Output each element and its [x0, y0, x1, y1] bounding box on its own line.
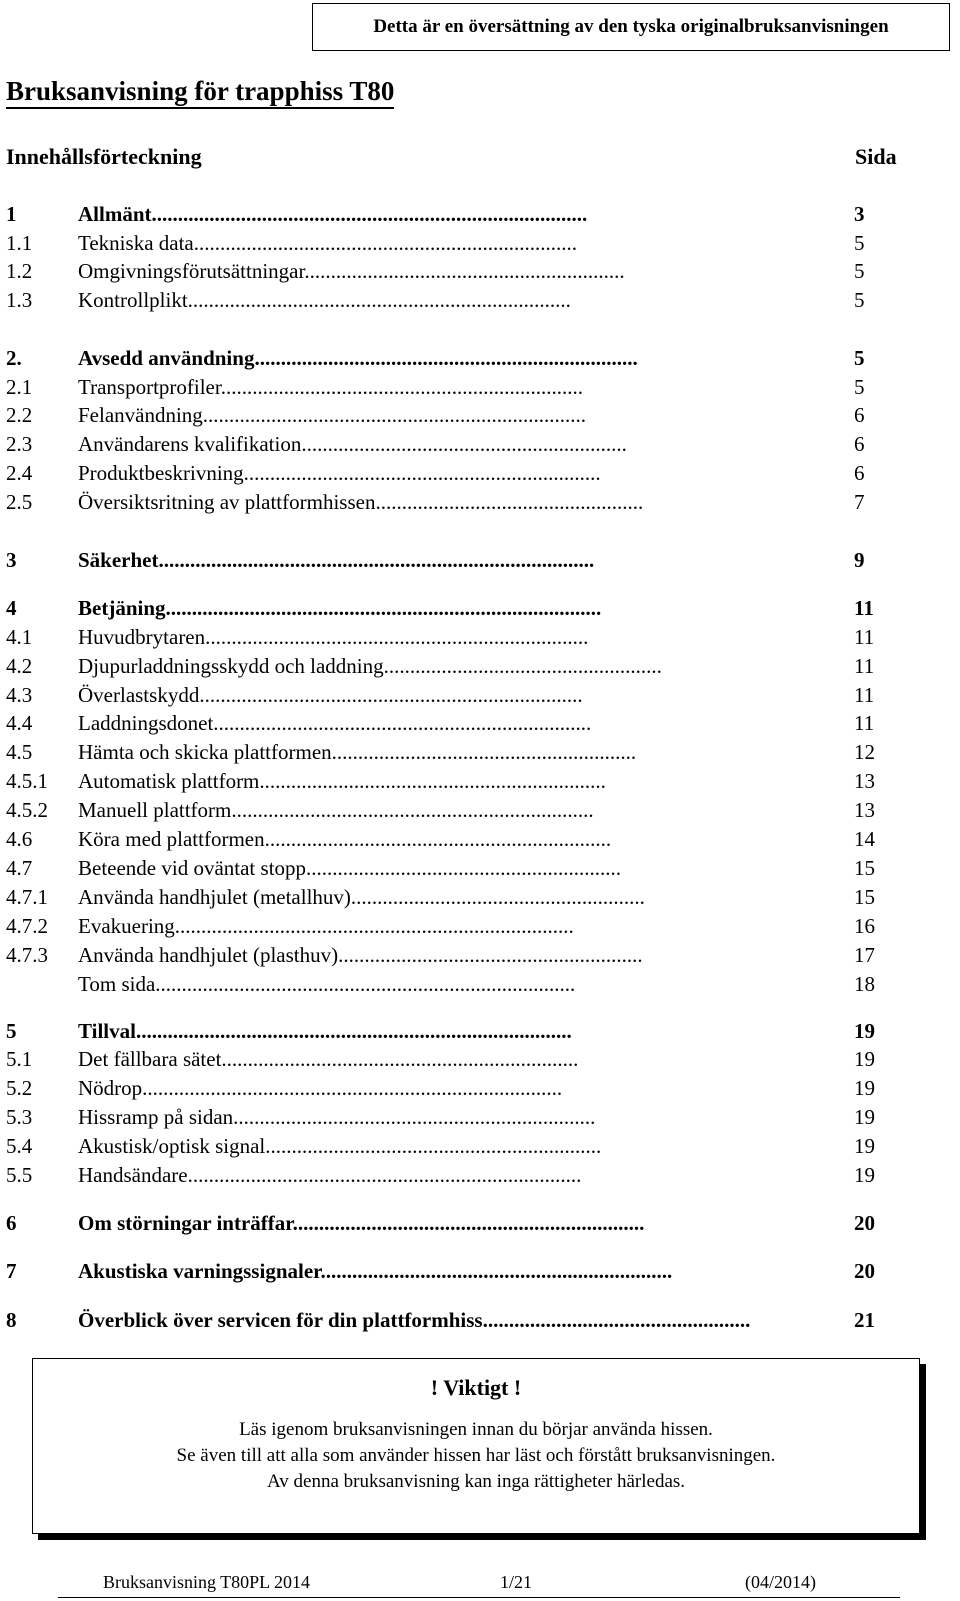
toc-entry-title: Huvudbrytaren.........................................................................	[78, 625, 589, 649]
document-title: Bruksanvisning för trapphiss T80	[6, 76, 394, 109]
toc-entry	[6, 941, 926, 969]
toc-entry	[6, 257, 926, 285]
toc-entry-page: 3	[854, 202, 865, 226]
toc-entry-page: 7	[854, 490, 865, 514]
toc-entry	[6, 286, 926, 314]
toc-entry-page: 11	[854, 625, 875, 649]
toc-entry	[6, 1306, 926, 1334]
toc-entry-number: 3	[6, 548, 17, 572]
toc-entry-page: 5	[854, 288, 865, 312]
toc-entry-number: 4.7	[6, 856, 33, 880]
toc-entry-number: 4.7.3	[6, 943, 48, 967]
toc-entry-title: Tillval...................................................................................	[78, 1019, 572, 1043]
toc-entry	[6, 1132, 926, 1160]
toc-entry-page: 6	[854, 432, 865, 456]
toc-entry-title: Handsändare...........................................................................	[78, 1163, 582, 1187]
toc-entry-number: 5.2	[6, 1076, 33, 1100]
toc-entry-title: Transportprofiler.....................................................................	[78, 375, 583, 399]
toc-entry	[6, 488, 926, 516]
toc-entry-title: Köra med plattformen..................................................................	[78, 827, 612, 851]
toc-entry	[6, 912, 926, 940]
toc-entry-title: Nödrop................................................................................	[78, 1076, 563, 1100]
toc-entry	[6, 401, 926, 429]
toc-entry	[6, 709, 926, 737]
toc-entry-number: 2.4	[6, 461, 33, 485]
toc-entry	[6, 623, 926, 651]
toc-entry-number: 4.7.1	[6, 885, 48, 909]
toc-entry-page: 19	[854, 1047, 875, 1071]
toc-entry-page: 17	[854, 943, 875, 967]
toc-entry-title: Avsedd användning.........................................................................	[78, 346, 638, 370]
toc-page-label: Sida	[855, 144, 897, 169]
toc-entry	[6, 825, 926, 853]
toc-entry-page: 12	[854, 740, 875, 764]
toc-entry-page: 11	[854, 683, 875, 707]
toc-entry-title: Laddningsdonet........................................................................	[78, 711, 592, 735]
toc-entry-title: Kontrollplikt.........................................................................	[78, 288, 571, 312]
toc-entry-number: 4	[6, 596, 17, 620]
toc-entry-title: Produktbeskrivning....................................................................	[78, 461, 601, 485]
toc-entry-number: 1	[6, 202, 17, 226]
toc-entry	[6, 1074, 926, 1102]
toc-entry-title: Akustiska varningssignaler...................................................................	[78, 1259, 673, 1283]
toc-entry-page: 13	[854, 769, 875, 793]
toc-entry-number: 7	[6, 1259, 17, 1283]
translation-banner: Detta är en översättning av den tyska originalbruksanvisningen	[312, 3, 950, 51]
toc-entry-number: 4.3	[6, 683, 33, 707]
toc-entry-title: Det fällbara sätet....................................................................	[78, 1047, 579, 1071]
toc-entry-page: 15	[854, 856, 875, 880]
toc-entry	[6, 344, 926, 372]
toc-entry-title: Överlastskydd.........................................................................	[78, 683, 583, 707]
toc-entry	[6, 681, 926, 709]
toc-entry-number: 5.5	[6, 1163, 33, 1187]
notice-line: Av denna bruksanvisning kan inga rättigheter härledas.	[266, 1471, 686, 1492]
toc-entry	[6, 767, 926, 795]
toc-entry-page: 19	[854, 1134, 875, 1158]
toc-entry	[6, 1209, 926, 1237]
toc-entry	[6, 970, 926, 998]
toc-entry-title: Tom sida................................................................................	[78, 972, 576, 996]
toc-entry-page: 19	[854, 1105, 875, 1129]
toc-entry	[6, 652, 926, 680]
toc-entry-title: Omgivningsförutsättningar.............................................................	[78, 259, 625, 283]
toc-entry-title: Djupurladdningsskydd och laddning.....................................................	[78, 654, 662, 678]
toc-entry-title: Överblick över servicen för din plattformhiss...................................................	[78, 1308, 751, 1332]
toc-entry-number: 2.5	[6, 490, 33, 514]
toc-entry	[6, 1017, 926, 1045]
toc-entry	[6, 1103, 926, 1131]
toc-entry-page: 19	[854, 1076, 875, 1100]
footer-page-number: 1/21	[500, 1572, 533, 1592]
toc-entry-title: Använda handhjulet (metallhuv)........................................................	[78, 885, 645, 909]
toc-entry	[6, 1045, 926, 1073]
toc-entry-number: 2.	[6, 346, 22, 370]
toc-entry-page: 11	[854, 711, 875, 735]
toc-entry-title: Evakuering............................................................................	[78, 914, 574, 938]
toc-entry	[6, 373, 926, 401]
toc-entry-title: Hämta och skicka plattformen..........................................................	[78, 740, 637, 764]
toc-entry-number: 1.1	[6, 231, 33, 255]
notice-line: Läs igenom bruksanvisningen innan du börjar använda hissen.	[239, 1419, 713, 1440]
toc-entry-page: 16	[854, 914, 875, 938]
toc-entry-number: 2.1	[6, 375, 33, 399]
toc-entry-page: 20	[854, 1211, 875, 1235]
toc-entry-page: 18	[854, 972, 875, 996]
toc-entry	[6, 738, 926, 766]
toc-entry-number: 1.3	[6, 288, 33, 312]
toc-entry-number: 2.2	[6, 403, 33, 427]
toc-entry-title: Använda handhjulet (plasthuv)..........................................................	[78, 943, 643, 967]
toc-entry-page: 11	[854, 654, 875, 678]
toc-entry-number: 4.2	[6, 654, 33, 678]
toc-entry-page: 15	[854, 885, 875, 909]
toc-entry-page: 21	[854, 1308, 875, 1332]
toc-entry-page: 5	[854, 231, 865, 255]
notice-line: Se även till att alla som använder hissen har läst och förstått bruksanvisningen.	[176, 1445, 776, 1466]
toc-entry-page: 11	[854, 596, 874, 620]
toc-entry-number: 5	[6, 1019, 17, 1043]
toc-entry-number: 4.7.2	[6, 914, 48, 938]
toc-entry-title: Användarens kvalifikation..............................................................	[78, 432, 627, 456]
toc-entry-title: Tekniska data.........................................................................	[78, 231, 577, 255]
toc-entry-title: Automatisk plattform..................................................................	[78, 769, 606, 793]
toc-entry-page: 5	[854, 375, 865, 399]
toc-entry	[6, 854, 926, 882]
toc-entry-page: 19	[854, 1163, 875, 1187]
toc-entry-number: 1.2	[6, 259, 33, 283]
toc-entry	[6, 594, 926, 622]
important-notice-box	[32, 1358, 920, 1534]
footer-rule	[58, 1597, 900, 1598]
toc-entry-page: 14	[854, 827, 875, 851]
toc-entry-page: 6	[854, 403, 865, 427]
toc-entry	[6, 430, 926, 458]
toc-entry-number: 4.5.1	[6, 769, 48, 793]
footer-doc-id: Bruksanvisning T80PL 2014	[103, 1572, 311, 1592]
toc-entry	[6, 459, 926, 487]
toc-entry-number: 4.1	[6, 625, 33, 649]
toc-entry-title: Beteende vid oväntat stopp............................................................	[78, 856, 622, 880]
toc-entry-page: 9	[854, 548, 865, 572]
toc-entry-number: 5.4	[6, 1134, 33, 1158]
toc-entry-page: 13	[854, 798, 875, 822]
toc-entry-number: 5.1	[6, 1047, 33, 1071]
toc-entry-title: Allmänt...................................................................................	[78, 202, 588, 226]
toc-entry-title: Betjäning...................................................................................	[78, 596, 602, 620]
toc-entry	[6, 1257, 926, 1285]
toc-entry	[6, 796, 926, 824]
toc-entry-number: 4.4	[6, 711, 33, 735]
toc-entry-page: 6	[854, 461, 865, 485]
toc-entry-title: Felanvändning.........................................................................	[78, 403, 587, 427]
toc-entry-number: 6	[6, 1211, 17, 1235]
toc-entry-number: 2.3	[6, 432, 33, 456]
toc-entry-number: 4.5.2	[6, 798, 48, 822]
toc-entry-title: Akustisk/optisk signal................................................................	[78, 1134, 602, 1158]
toc-entry	[6, 1161, 926, 1189]
toc-entry-number: 8	[6, 1308, 17, 1332]
toc-entry-title: Hissramp på sidan.....................................................................	[78, 1105, 596, 1129]
toc-entry-page: 20	[854, 1259, 875, 1283]
toc-entry	[6, 883, 926, 911]
toc-entry-number: 4.6	[6, 827, 33, 851]
toc-entry-page: 5	[854, 346, 865, 370]
toc-header	[6, 144, 906, 170]
toc-entry-number: 4.5	[6, 740, 33, 764]
toc-heading: Innehållsförteckning	[6, 144, 202, 169]
toc-entry-title: Översiktsritning av plattformhissen...................................................	[78, 490, 644, 514]
toc-entry-title: Manuell plattform.....................................................................	[78, 798, 594, 822]
toc-entry-number: 5.3	[6, 1105, 33, 1129]
toc-entry	[6, 229, 926, 257]
toc-entry-title: Om störningar inträffar...................................................................	[78, 1211, 645, 1235]
toc-entry	[6, 200, 926, 228]
footer-date: (04/2014)	[745, 1572, 816, 1592]
toc-entry-page: 5	[854, 259, 865, 283]
toc-entry-page: 19	[854, 1019, 875, 1043]
notice-title: ! Viktigt !	[430, 1375, 522, 1400]
toc-entry-title: Säkerhet...................................................................................	[78, 548, 595, 572]
toc-entry	[6, 546, 926, 574]
